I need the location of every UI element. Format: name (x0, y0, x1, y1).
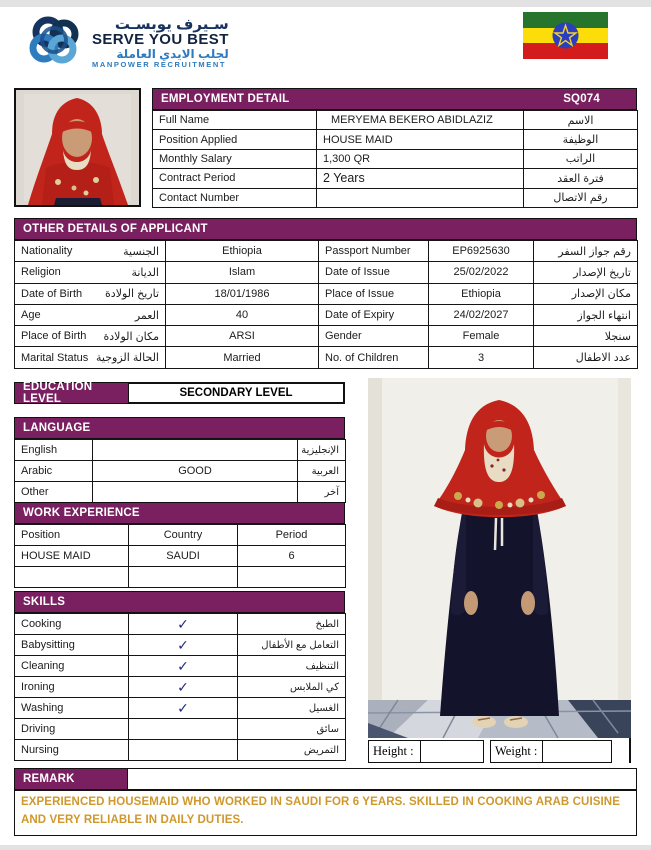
column-header: Period (238, 525, 346, 546)
field-value: HOUSE MAID (317, 130, 524, 149)
field-value: 25/02/2022 (429, 262, 534, 283)
skill-label-arabic: سائق (238, 719, 346, 740)
field-value: 2 Years (317, 169, 524, 188)
skills-header (14, 591, 345, 613)
education-level-value: SECONDARY LEVEL (129, 382, 345, 404)
skill-checkmark (129, 614, 238, 635)
field-value: 3 (429, 347, 534, 368)
experience-period (238, 567, 346, 588)
field-value (317, 188, 524, 207)
field-value: Ethiopia (166, 241, 319, 262)
field-label-arabic: الاسم (524, 111, 638, 130)
field-label-arabic: رقم جواز السفر (534, 241, 638, 262)
section-title: LANGUAGE (23, 422, 91, 434)
language-label-arabic: آخر (298, 482, 346, 503)
reference-code: SQ074 (563, 93, 600, 105)
field-label-arabic: الراتب (524, 149, 638, 168)
table-row (15, 698, 346, 719)
skill-label: Cleaning (15, 656, 129, 677)
field-label: Monthly Salary (153, 149, 317, 168)
skill-checkmark (129, 719, 238, 740)
skill-checkmark (129, 740, 238, 761)
field-label: Date of Expiry (319, 304, 429, 325)
field-value: Female (429, 326, 534, 347)
logo-arabic-title: سـيرف يوبسـت (114, 15, 229, 33)
table-row (15, 614, 346, 635)
field-value: EP6925630 (429, 241, 534, 262)
field-value: Ethiopia (429, 283, 534, 304)
skill-label-arabic: الغسيل (238, 698, 346, 719)
remark-section (14, 768, 637, 790)
employment-detail-header (152, 88, 637, 110)
section-title: WORK EXPERIENCE (23, 507, 140, 519)
field-label: Position Applied (153, 130, 317, 149)
field-value: 1,300 QR (317, 149, 524, 168)
field-label: Passport Number (319, 241, 429, 262)
weight-label: Weight : (490, 740, 542, 763)
remark-header-blank (128, 768, 637, 790)
applicant-photo-panel (368, 378, 631, 763)
table-row (153, 111, 638, 130)
logo-subtitle: MANPOWER RECRUITMENT (92, 59, 227, 69)
applicant-portrait-photo (14, 88, 141, 207)
table-row (15, 677, 346, 698)
language-level: GOOD (93, 461, 298, 482)
table-row (15, 656, 346, 677)
language-label: Arabic (15, 461, 93, 482)
skill-label-arabic: التمريض (238, 740, 346, 761)
field-label-arabic: عدد الاطفال (534, 347, 638, 368)
field-value: 24/02/2027 (429, 304, 534, 325)
field-label-arabic: رقم الاتصال (524, 188, 638, 207)
table-row (15, 546, 346, 567)
other-details-table (14, 240, 638, 369)
language-label: English (15, 440, 93, 461)
field-label: Contact Number (153, 188, 317, 207)
table-row (15, 461, 346, 482)
ethiopia-flag (523, 12, 608, 59)
field-label-arabic: انتهاء الجواز (534, 304, 638, 325)
skill-label: Ironing (15, 677, 129, 698)
field-value: 18/01/1986 (166, 283, 319, 304)
height-label: Height : (368, 740, 420, 763)
field-label-arabic: تاريخ الإصدار (534, 262, 638, 283)
section-title: REMARK (23, 773, 75, 785)
table-row (15, 740, 346, 761)
language-label-arabic: الإنجليزية (298, 440, 346, 461)
table-row (15, 241, 638, 262)
field-label-dual: Place of Birth مكان الولادة (15, 326, 166, 347)
field-label: Date of Issue (319, 262, 429, 283)
table-row (15, 440, 346, 461)
skill-label-arabic: كي الملابس (238, 677, 346, 698)
table-row (15, 283, 638, 304)
table-header-row (15, 525, 346, 546)
section-title: SKILLS (23, 596, 66, 608)
table-row (15, 567, 346, 588)
skill-label: Cooking (15, 614, 129, 635)
field-label: Gender (319, 326, 429, 347)
employment-detail-section (152, 88, 637, 208)
field-label-dual: Nationality الجنسية (15, 241, 166, 262)
column-header: Position (15, 525, 129, 546)
experience-country: SAUDI (129, 546, 238, 567)
table-row (15, 719, 346, 740)
section-title: EDUCATION LEVEL (23, 381, 93, 405)
skill-label: Babysitting (15, 635, 129, 656)
weight-value (542, 740, 612, 763)
work-experience-header (14, 502, 345, 524)
table-row (15, 326, 638, 347)
field-label-arabic: سنجلا (534, 326, 638, 347)
skills-section (14, 591, 345, 761)
field-label-dual: Age العمر (15, 304, 166, 325)
cv-document-page (0, 7, 651, 845)
skill-label-arabic: الطبخ (238, 614, 346, 635)
field-label: Full Name (153, 111, 317, 130)
table-row (153, 169, 638, 188)
agency-logo (26, 11, 229, 74)
field-label-arabic: فترة العقد (524, 169, 638, 188)
skill-checkmark (129, 635, 238, 656)
section-title: OTHER DETAILS OF APPLICANT (23, 223, 208, 235)
work-experience-section (14, 502, 345, 588)
skill-label-arabic: التعامل مع الأطفال (238, 635, 346, 656)
skill-label: Nursing (15, 740, 129, 761)
experience-period: 6 (238, 546, 346, 567)
language-section (14, 417, 345, 503)
field-label: No. of Children (319, 347, 429, 368)
skill-label: Driving (15, 719, 129, 740)
field-value: MERYEMA BEKERO ABIDLAZIZ (317, 111, 524, 130)
language-header (14, 417, 345, 439)
skill-checkmark (129, 656, 238, 677)
skill-label: Washing (15, 698, 129, 719)
height-weight-row (368, 740, 612, 763)
applicant-full-body-photo (368, 378, 631, 738)
table-row (153, 130, 638, 149)
field-label-dual: Date of Birth تاريخ الولادة (15, 283, 166, 304)
skill-checkmark (129, 698, 238, 719)
education-level-header (14, 382, 129, 404)
other-details-section (14, 218, 637, 369)
section-title: EMPLOYMENT DETAIL (161, 93, 290, 105)
field-value: 40 (166, 304, 319, 325)
table-row (15, 482, 346, 503)
logo-arabic-subtitle: لجلب الايدي العاملة (116, 47, 229, 62)
experience-position (15, 567, 129, 588)
table-row (15, 262, 638, 283)
education-level-section (14, 382, 345, 404)
field-label-arabic: مكان الإصدار (534, 283, 638, 304)
logo-title: SERVE YOU BEST (92, 31, 229, 49)
language-level (93, 440, 298, 461)
field-value: Married (166, 347, 319, 368)
check-icon: ✓ (177, 636, 189, 653)
table-row (15, 304, 638, 325)
other-details-header (14, 218, 637, 240)
field-label-arabic: الوظيفة (524, 130, 638, 149)
field-value: Islam (166, 262, 319, 283)
column-header: Country (129, 525, 238, 546)
experience-position: HOUSE MAID (15, 546, 129, 567)
height-value (420, 740, 484, 763)
table-row (15, 635, 346, 656)
check-icon: ✓ (177, 615, 189, 632)
field-label-dual: Marital Status الحالة الزوجية (15, 347, 166, 368)
field-label: Contract Period (153, 169, 317, 188)
language-label-arabic: العربية (298, 461, 346, 482)
language-label: Other (15, 482, 93, 503)
field-label-dual: Religion الديانة (15, 262, 166, 283)
work-experience-table (14, 524, 346, 588)
experience-country (129, 567, 238, 588)
skill-checkmark (129, 677, 238, 698)
table-row (15, 347, 638, 368)
check-icon: ✓ (177, 699, 189, 716)
logo-knot-icon (26, 11, 84, 74)
check-icon: ✓ (177, 657, 189, 674)
language-level (93, 482, 298, 503)
table-row (153, 188, 638, 207)
remark-text: EXPERIENCED HOUSEMAID WHO WORKED IN SAUDI FOR 6 YEARS. SKILLED IN COOKING ARAB CUISINE AND VERY RELIABLE IN DAILY DUTIES. (14, 790, 637, 836)
skill-label-arabic: التنظيف (238, 656, 346, 677)
employment-table (152, 110, 638, 208)
remark-header (14, 768, 128, 790)
field-value: ARSI (166, 326, 319, 347)
skills-table (14, 613, 346, 761)
check-icon: ✓ (177, 678, 189, 695)
table-row (153, 149, 638, 168)
field-label: Place of Issue (319, 283, 429, 304)
language-table (14, 439, 346, 503)
logo-text-block (92, 17, 229, 69)
